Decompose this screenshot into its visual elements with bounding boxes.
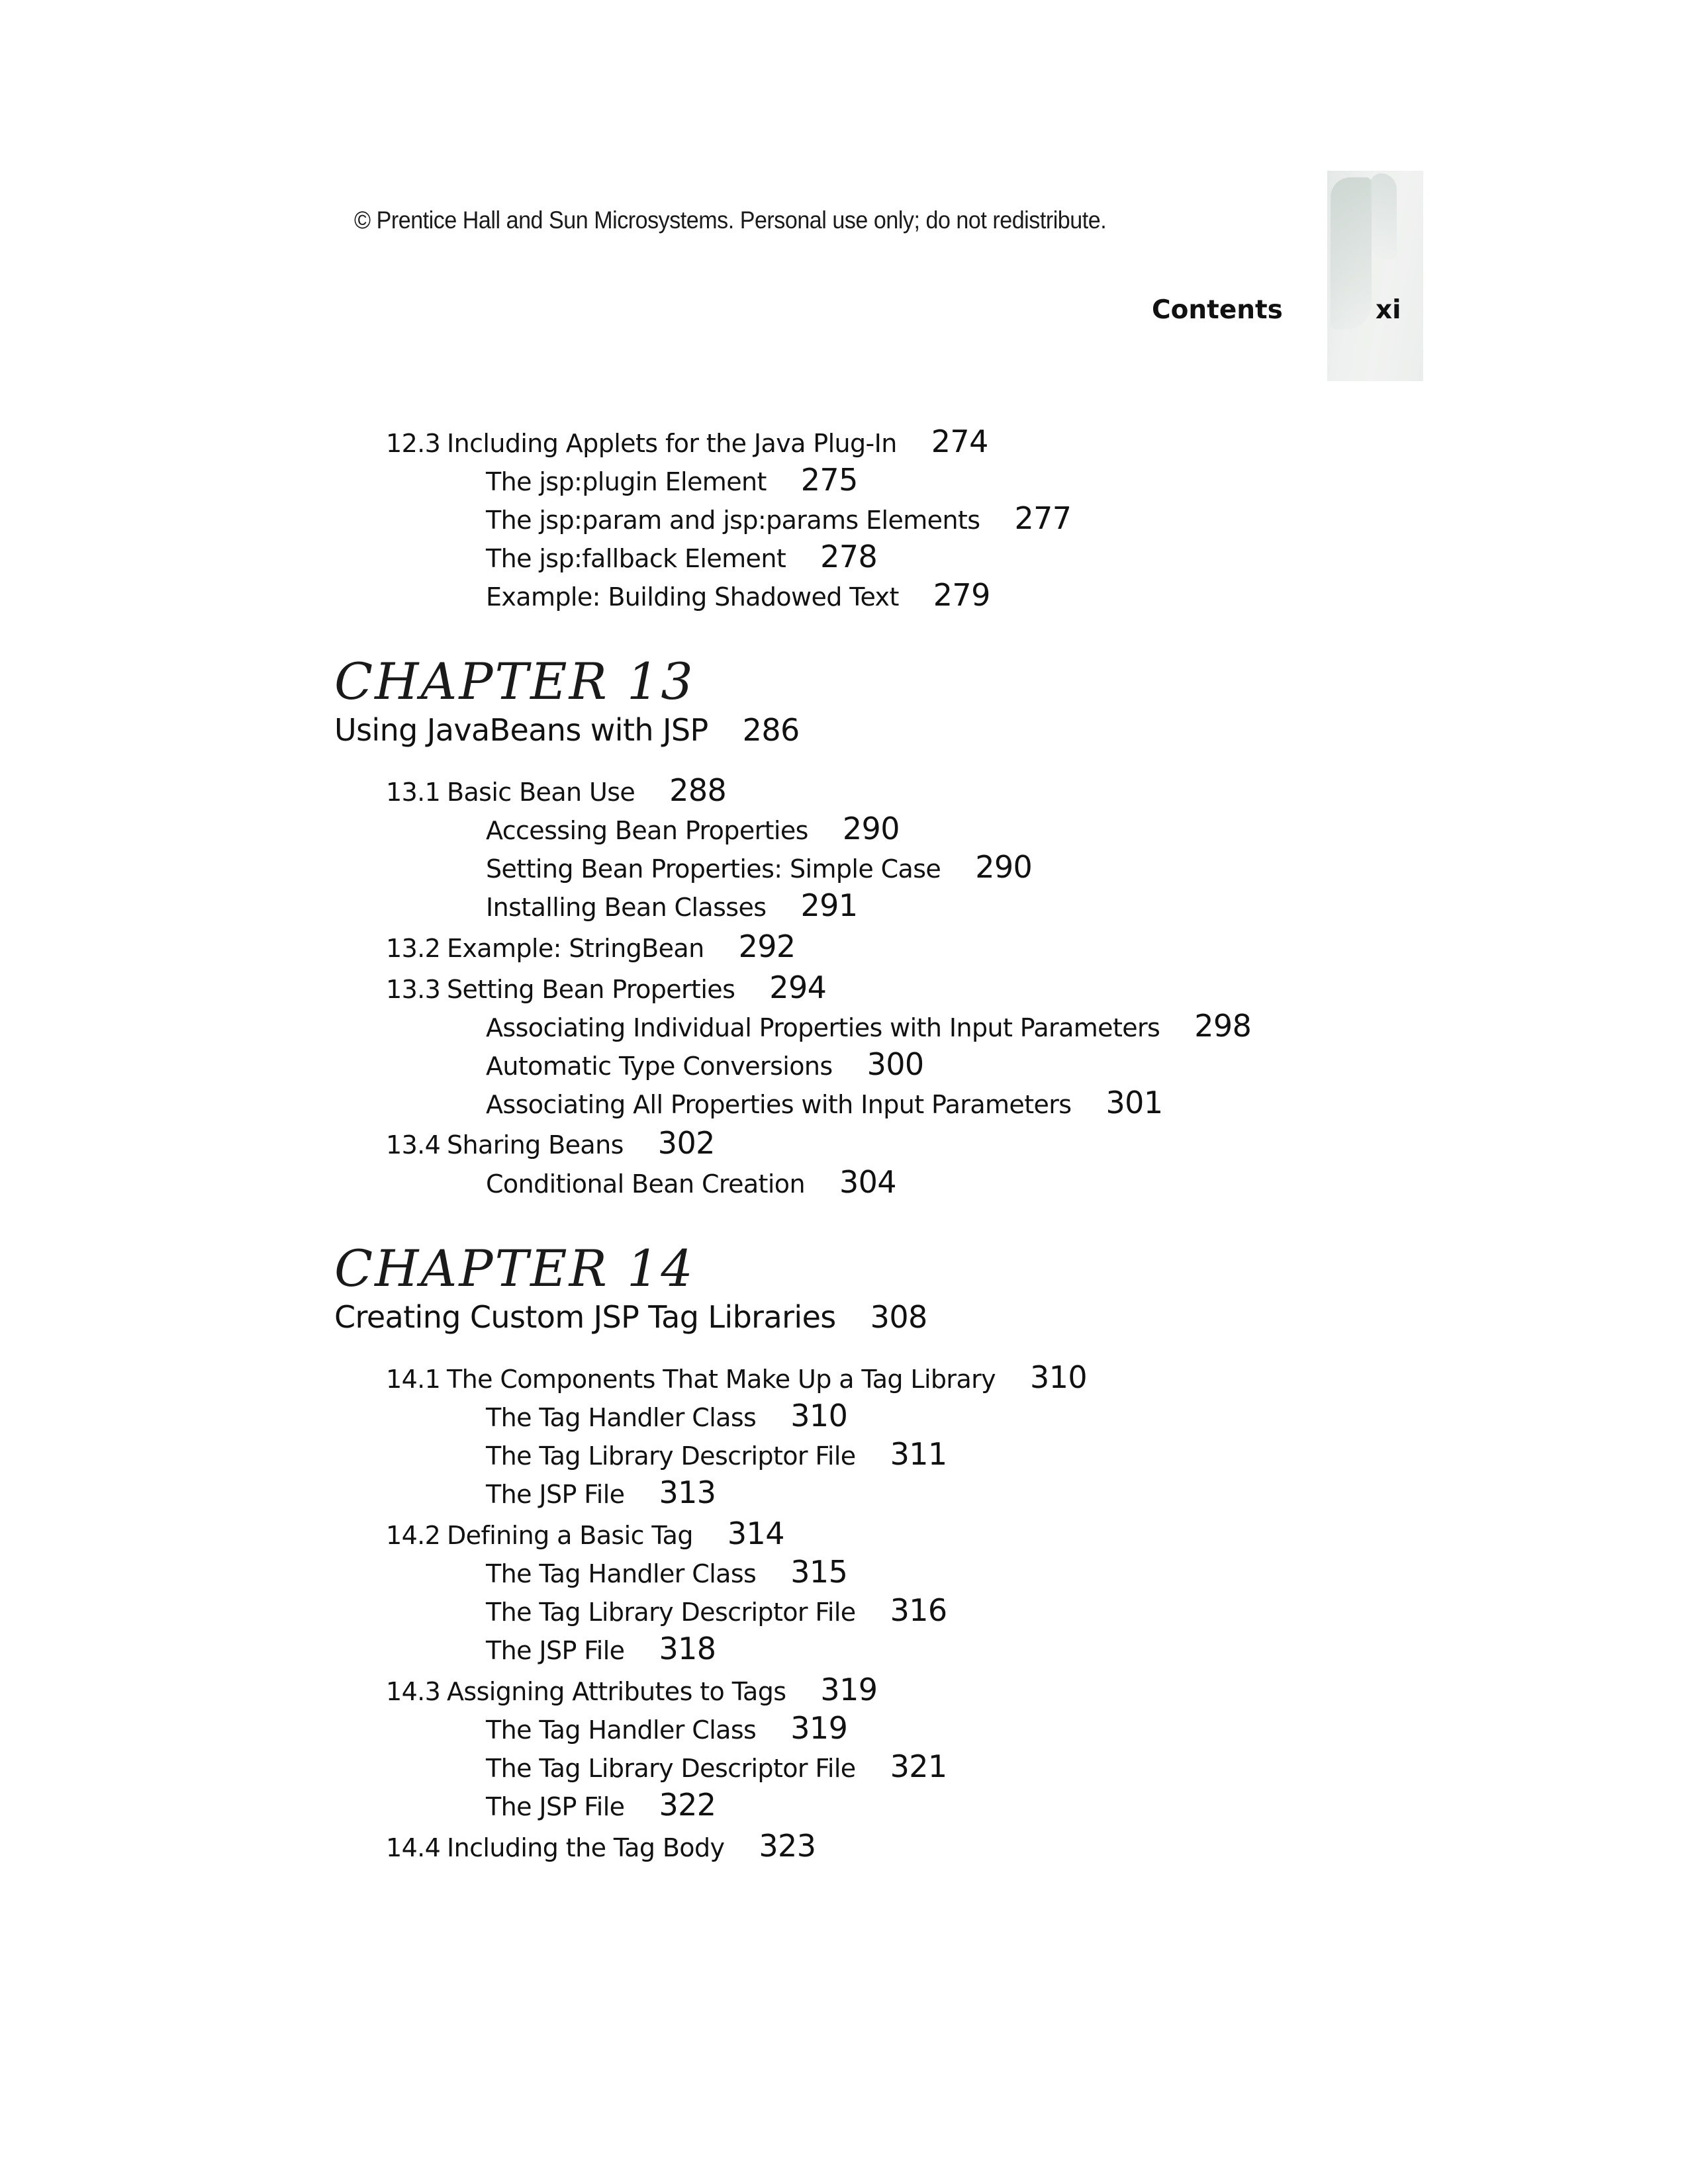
section-number: 14.2 xyxy=(386,1521,441,1550)
subsection-title: The Tag Library Descriptor File xyxy=(486,1598,856,1627)
toc-subsection[interactable] xyxy=(486,577,990,613)
running-title: Contents xyxy=(1152,295,1283,325)
toc-section[interactable] xyxy=(386,1359,1087,1395)
toc-subsection[interactable] xyxy=(486,1631,716,1666)
subsection-title: The jsp:param and jsp:params Elements xyxy=(486,506,980,535)
toc-subsection[interactable] xyxy=(486,1749,947,1784)
toc-subsection[interactable] xyxy=(486,887,857,923)
subsection-title: Setting Bean Properties: Simple Case xyxy=(486,854,941,884)
subsection-title: Accessing Bean Properties xyxy=(486,816,808,845)
subsection-title: The Tag Library Descriptor File xyxy=(486,1754,856,1783)
thumb-streak xyxy=(1331,177,1372,330)
subsection-title: The Tag Handler Class xyxy=(486,1715,757,1745)
subsection-title: The Tag Library Descriptor File xyxy=(486,1441,856,1471)
section-title: Including the Tag Body xyxy=(447,1833,725,1862)
toc-section[interactable] xyxy=(386,1125,715,1161)
subsection-title: Associating All Properties with Input Parameters xyxy=(486,1090,1072,1119)
subsection-title: The Tag Handler Class xyxy=(486,1403,757,1432)
toc-section[interactable] xyxy=(386,424,988,459)
page-ref: 313 xyxy=(659,1475,716,1510)
page-ref: 275 xyxy=(800,462,858,498)
section-number: 14.3 xyxy=(386,1677,441,1706)
section-number: 12.3 xyxy=(386,429,441,458)
page-ref: 279 xyxy=(933,577,990,613)
page-ref: 291 xyxy=(800,887,858,923)
page-ref: 286 xyxy=(742,712,800,748)
page-ref: 308 xyxy=(870,1299,927,1335)
chapter-label: CHAPTER 13 xyxy=(334,652,695,711)
toc-section[interactable] xyxy=(386,929,796,964)
section-number: 13.4 xyxy=(386,1130,441,1160)
page-ref: 319 xyxy=(820,1672,878,1707)
toc-subsection[interactable] xyxy=(486,1436,947,1472)
page-ref: 290 xyxy=(842,811,900,846)
chapter-title-entry[interactable] xyxy=(334,1299,927,1335)
toc-section[interactable] xyxy=(386,1516,784,1551)
toc-subsection[interactable] xyxy=(486,1085,1163,1120)
section-title: Example: StringBean xyxy=(447,934,704,963)
page-ref: 310 xyxy=(1030,1359,1088,1395)
page-ref: 301 xyxy=(1105,1085,1163,1120)
subsection-title: The JSP File xyxy=(486,1480,625,1509)
page-ref: 292 xyxy=(738,929,796,964)
subsection-title: Installing Bean Classes xyxy=(486,893,767,922)
section-title: Defining a Basic Tag xyxy=(447,1521,693,1550)
subsection-title: Automatic Type Conversions xyxy=(486,1052,833,1081)
page-ref: 277 xyxy=(1014,500,1072,536)
toc-subsection[interactable] xyxy=(486,1164,896,1200)
toc-section[interactable] xyxy=(386,1672,877,1707)
toc-subsection[interactable] xyxy=(486,1787,716,1823)
toc-subsection[interactable] xyxy=(486,1592,947,1628)
section-number: 14.4 xyxy=(386,1833,441,1862)
subsection-title: Example: Building Shadowed Text xyxy=(486,582,899,612)
section-title: Assigning Attributes to Tags xyxy=(447,1677,786,1706)
section-number: 13.3 xyxy=(386,975,441,1004)
page-ref: 278 xyxy=(820,539,878,574)
page-ref: 298 xyxy=(1194,1008,1252,1044)
page-ref: 323 xyxy=(759,1828,816,1864)
toc-section[interactable] xyxy=(386,970,826,1005)
page-ref: 310 xyxy=(790,1398,848,1433)
section-title: Setting Bean Properties xyxy=(447,975,735,1004)
section-number: 14.1 xyxy=(386,1365,441,1394)
page-ref: 290 xyxy=(975,849,1033,885)
page-ref: 274 xyxy=(931,424,988,459)
subsection-title: The JSP File xyxy=(486,1636,625,1665)
page-ref: 304 xyxy=(839,1164,896,1200)
toc-subsection[interactable] xyxy=(486,1475,716,1510)
page-ref: 316 xyxy=(890,1592,947,1628)
page-ref: 311 xyxy=(890,1436,947,1472)
section-number: 13.2 xyxy=(386,934,441,963)
page-ref: 319 xyxy=(790,1710,848,1746)
section-title: The Components That Make Up a Tag Library xyxy=(447,1365,996,1394)
chapter-title-entry[interactable] xyxy=(334,712,800,748)
toc-subsection[interactable] xyxy=(486,1398,847,1433)
page-ref: 300 xyxy=(867,1046,924,1082)
toc-subsection[interactable] xyxy=(486,1710,847,1746)
toc-subsection[interactable] xyxy=(486,849,1032,885)
page-ref: 315 xyxy=(790,1554,848,1590)
toc-subsection[interactable] xyxy=(486,500,1071,536)
toc-subsection[interactable] xyxy=(486,539,877,574)
section-title: Basic Bean Use xyxy=(447,778,635,807)
chapter-label: CHAPTER 14 xyxy=(334,1239,695,1298)
toc-subsection[interactable] xyxy=(486,462,858,498)
section-title: Sharing Beans xyxy=(447,1130,624,1160)
page-ref: 314 xyxy=(727,1516,784,1551)
chapter-title: Creating Custom JSP Tag Libraries xyxy=(334,1299,836,1335)
toc-section[interactable] xyxy=(386,1828,816,1864)
page-ref: 318 xyxy=(659,1631,716,1666)
page-ref: 302 xyxy=(657,1125,715,1161)
toc-subsection[interactable] xyxy=(486,1008,1251,1044)
section-title: Including Applets for the Java Plug-In xyxy=(447,429,897,458)
page-ref: 288 xyxy=(669,772,727,808)
page-ref: 322 xyxy=(659,1787,716,1823)
page-ref: 294 xyxy=(769,970,827,1005)
copyright-notice: © Prentice Hall and Sun Microsystems. Personal use only; do not redistribute. xyxy=(354,206,1107,234)
toc-section[interactable] xyxy=(386,772,726,808)
toc-subsection[interactable] xyxy=(486,1554,847,1590)
thumb-streak xyxy=(1370,173,1397,259)
page-ref: 321 xyxy=(890,1749,947,1784)
subsection-title: The Tag Handler Class xyxy=(486,1559,757,1588)
chapter-title: Using JavaBeans with JSP xyxy=(334,712,708,748)
subsection-title: The jsp:fallback Element xyxy=(486,544,786,573)
toc-subsection[interactable] xyxy=(486,811,900,846)
section-number: 13.1 xyxy=(386,778,441,807)
subsection-title: The jsp:plugin Element xyxy=(486,467,767,496)
toc-subsection[interactable] xyxy=(486,1046,924,1082)
subsection-title: Associating Individual Properties with Input Parameters xyxy=(486,1013,1160,1042)
subsection-title: Conditional Bean Creation xyxy=(486,1169,805,1199)
subsection-title: The JSP File xyxy=(486,1792,625,1821)
page-number: xi xyxy=(1376,295,1401,325)
